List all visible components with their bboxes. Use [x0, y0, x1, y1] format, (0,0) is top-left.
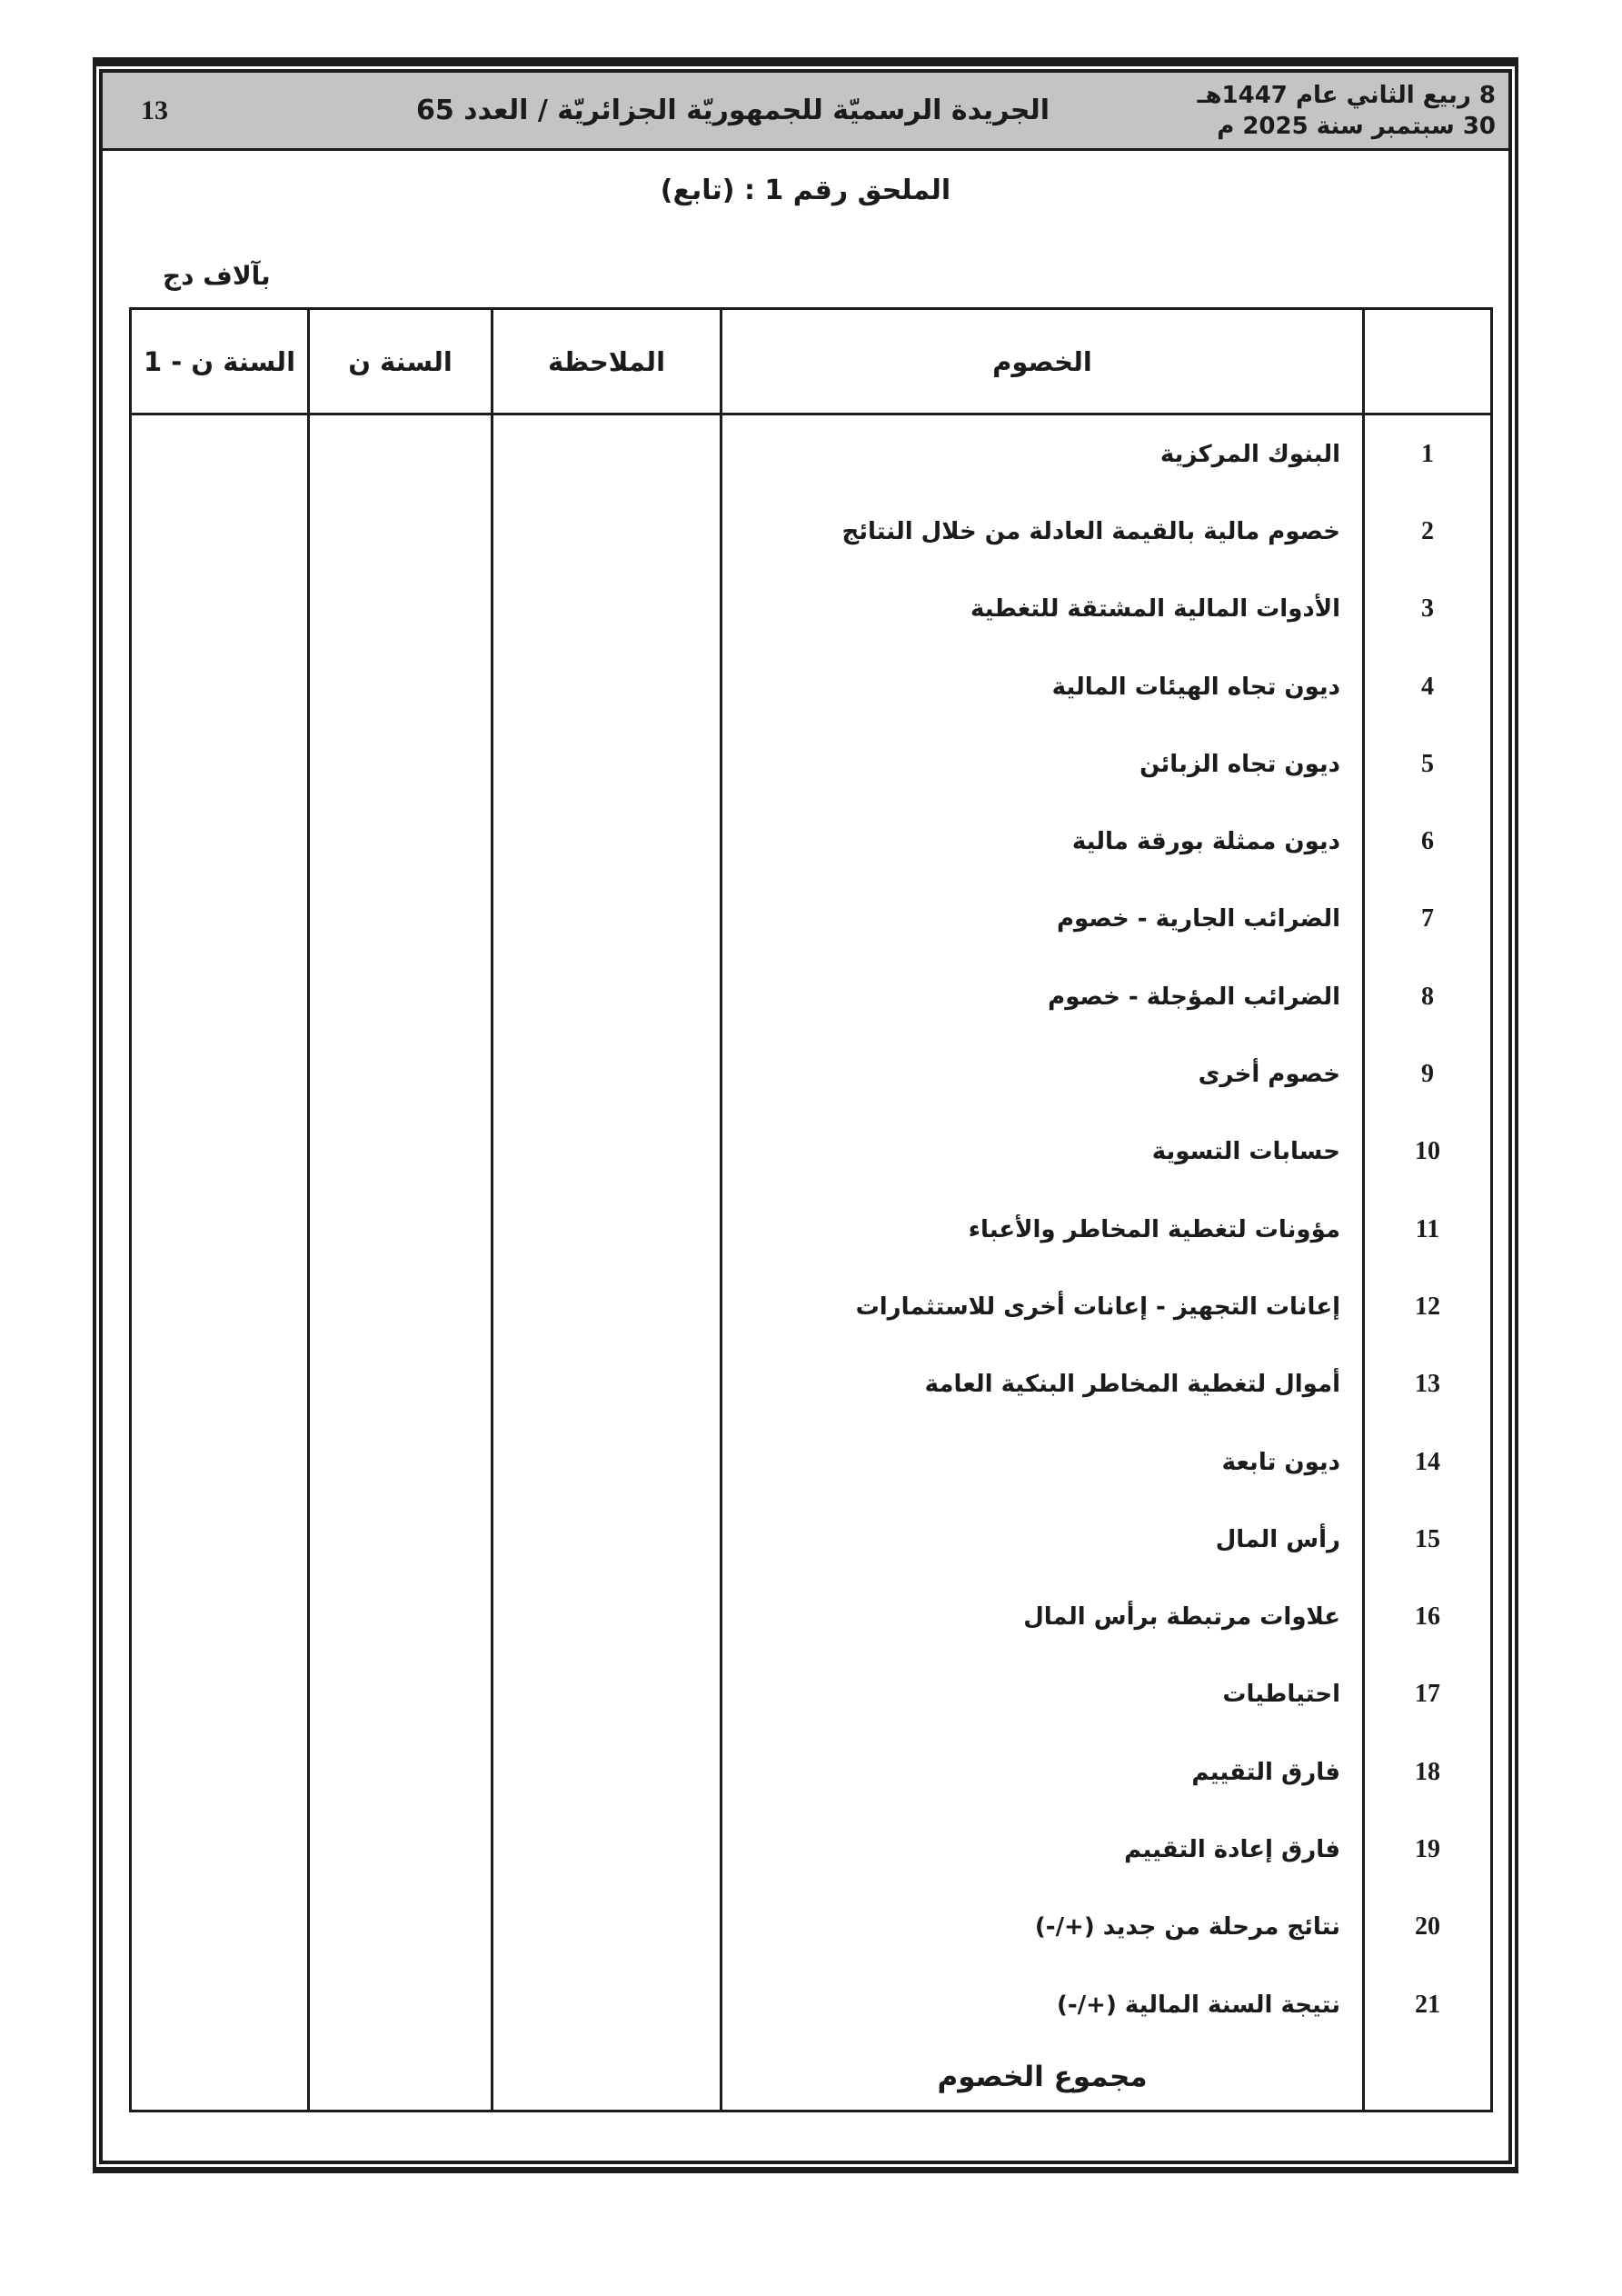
liability-row-label: حسابات التسوية — [1151, 1138, 1340, 1166]
liability-row-label: ديون تابعة — [1221, 1448, 1340, 1476]
liability-row-number: 17 — [1415, 1680, 1440, 1709]
liability-row-number: 10 — [1415, 1137, 1440, 1166]
liability-row-number: 6 — [1421, 827, 1434, 856]
liability-row-label: أموال لتغطية المخاطر البنكية العامة — [924, 1371, 1340, 1399]
liability-row-number: 11 — [1415, 1214, 1440, 1243]
liability-row-label: احتياطيات — [1222, 1681, 1340, 1709]
liability-row-number: 19 — [1415, 1834, 1440, 1863]
liability-row-label: ديون تجاه الزبائن — [1139, 750, 1340, 778]
unit-note: بآلاف دج — [163, 261, 271, 291]
liability-row-label: ديون ممثلة بورقة مالية — [1071, 828, 1340, 856]
liability-row-number: 1 — [1421, 439, 1434, 468]
column-header-note: الملاحظة — [493, 310, 722, 413]
liability-row-number: 13 — [1415, 1370, 1440, 1399]
column-header-year-n: السنة ن — [310, 310, 493, 413]
liability-row-label: الضرائب المؤجلة - خصوم — [1048, 983, 1340, 1011]
total-liabilities-label: مجموع الخصوم — [937, 2060, 1148, 2093]
liability-row-number: 12 — [1415, 1292, 1440, 1321]
liability-row-label: الأدوات المالية المشتقة للتغطية — [970, 595, 1340, 624]
liability-row-label: نتيجة السنة المالية (+/-) — [1056, 1991, 1340, 2019]
date-hijri: 8 ربيع الثاني عام 1447هـ — [1197, 81, 1496, 109]
gazette-title: الجريدة الرسميّة للجمهوريّة الجزائريّة / العدد 65 — [415, 95, 1050, 126]
column-liabilities-values — [722, 415, 1365, 2110]
row-number-list — [1365, 415, 1490, 2043]
liability-row-label: ديون تجاه الهيئات المالية — [1051, 673, 1340, 701]
liability-row-number: 9 — [1421, 1060, 1434, 1089]
liability-row-label: نتائج مرحلة من جديد (+/-) — [1034, 1913, 1340, 1942]
page-number: 13 — [141, 95, 168, 125]
liability-row-label: رأس المال — [1215, 1525, 1340, 1553]
column-year-n-minus-1-values — [132, 415, 310, 2110]
column-note-values — [493, 415, 722, 2110]
liability-row-number: 18 — [1415, 1757, 1440, 1786]
column-header-liabilities: الخصوم — [722, 310, 1365, 413]
liability-row-label: إعانات التجهيز - إعانات أخرى للاستثمارات — [855, 1293, 1340, 1321]
table-body — [132, 415, 1490, 2110]
liability-row-number: 15 — [1415, 1524, 1440, 1553]
page-frame — [93, 57, 1518, 2173]
column-year-n-values — [310, 415, 493, 2110]
liability-row-label: الضرائب الجارية - خصوم — [1057, 905, 1340, 933]
liability-row-label: خصوم مالية بالقيمة العادلة من خلال النتائج — [841, 517, 1340, 545]
liability-row-label: فارق إعادة التقييم — [1124, 1835, 1340, 1863]
liability-row-number: 2 — [1421, 516, 1434, 545]
liability-row-number: 7 — [1421, 904, 1434, 933]
column-header-year-n-minus-1: السنة ن - 1 — [132, 310, 310, 413]
liability-row-label: فارق التقييم — [1191, 1758, 1340, 1786]
liability-row-label: مؤونات لتغطية المخاطر والأعباء — [968, 1215, 1340, 1243]
liability-row-number: 20 — [1415, 1912, 1440, 1942]
annex-title: الملحق رقم 1 : (تابع) — [660, 175, 951, 206]
liabilities-table — [129, 307, 1493, 2112]
total-row-number-spacer — [1365, 2043, 1490, 2110]
liability-row-label: البنوك المركزية — [1159, 440, 1340, 468]
issue-date-block — [1196, 80, 1496, 142]
liability-row-number: 3 — [1421, 594, 1434, 624]
liability-row-number: 16 — [1415, 1602, 1440, 1632]
liability-row-label: خصوم أخرى — [1198, 1061, 1340, 1089]
page-frame-inner — [99, 69, 1512, 2164]
liability-row-number: 4 — [1421, 672, 1434, 701]
header-band — [103, 73, 1508, 151]
column-header-row-number — [1365, 310, 1490, 413]
table-header-row — [132, 310, 1490, 415]
liability-row-number: 14 — [1415, 1447, 1440, 1476]
liability-row-number: 5 — [1421, 749, 1434, 778]
date-gregorian: 30 سبتمبر سنة 2025 م — [1217, 112, 1496, 140]
column-row-numbers — [1365, 415, 1490, 2110]
liability-row-number: 8 — [1421, 982, 1434, 1011]
liability-row-number: 21 — [1415, 1990, 1440, 2019]
liabilities-list — [722, 415, 1362, 2043]
liability-row-label: علاوات مرتبطة برأس المال — [1023, 1603, 1340, 1632]
